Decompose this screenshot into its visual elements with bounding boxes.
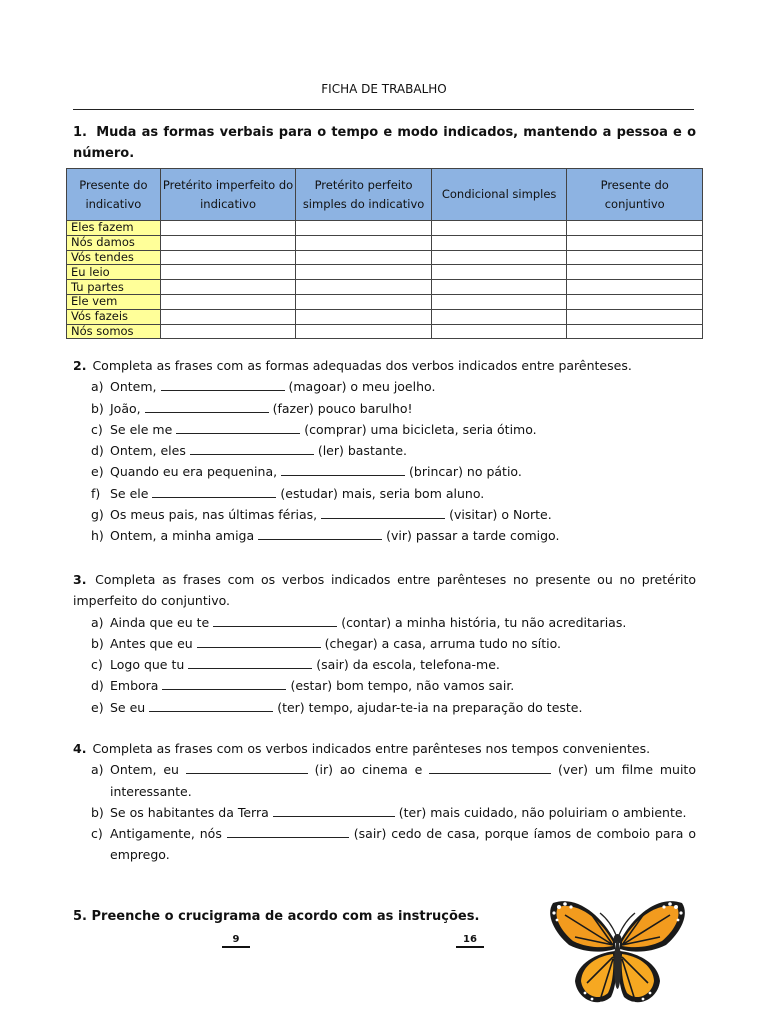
item-text: (magoar) o meu joelho. (288, 379, 436, 395)
answer-blank[interactable] (258, 527, 382, 540)
answer-cell[interactable] (296, 280, 432, 295)
item-text: Se ele me (110, 421, 173, 437)
item-letter: b) (91, 804, 104, 820)
item-text: (ter) tempo, ajudar-te-ia na preparação do teste. (277, 699, 583, 715)
table-row (67, 250, 703, 265)
table-row (67, 235, 703, 250)
item-text: Embora (110, 678, 159, 694)
answer-blank[interactable] (321, 506, 445, 519)
item-text: Se ele (110, 485, 149, 501)
question-1-number: 1. (73, 125, 87, 140)
answer-cell[interactable] (160, 265, 296, 280)
item-text: (sair) cedo de casa, porque íamos de comboio para o emprego. (110, 826, 696, 863)
column-header: Presente do indicativo (67, 169, 161, 221)
item-text: Ontem, eu (110, 762, 179, 778)
item-text: (ver) um filme muito interessante. (110, 762, 696, 799)
item-text: Antes que eu (110, 635, 193, 651)
title-divider (73, 109, 694, 110)
item-letter: f) (91, 485, 101, 501)
verb-cell: Tu partes (67, 280, 161, 295)
answer-blank[interactable] (190, 442, 314, 455)
answer-cell[interactable] (160, 324, 296, 339)
question-2 (73, 355, 696, 547)
answer-cell[interactable] (160, 250, 296, 265)
list-item (73, 419, 696, 440)
item-text: Ontem, eles (110, 443, 186, 459)
question-3 (73, 569, 696, 718)
answer-blank[interactable] (188, 656, 312, 669)
crossword-clue-16: 16 (456, 934, 484, 948)
item-letter: h) (91, 528, 104, 544)
answer-blank[interactable] (186, 761, 308, 774)
question-4-number: 4. (73, 741, 87, 756)
column-header: Presente do conjuntivo (567, 169, 703, 221)
list-item (73, 612, 696, 633)
answer-blank[interactable] (273, 804, 395, 817)
list-item (73, 823, 696, 866)
item-letter: e) (91, 464, 104, 480)
answer-blank[interactable] (213, 614, 337, 627)
answer-cell[interactable] (567, 324, 703, 339)
list-item (73, 697, 696, 718)
answer-cell[interactable] (296, 250, 432, 265)
answer-cell[interactable] (431, 235, 567, 250)
answer-blank[interactable] (197, 635, 321, 648)
list-item (73, 483, 696, 504)
question-4 (73, 738, 696, 866)
item-text: Se eu (110, 699, 146, 715)
question-4-instruction: Completa as frases com os verbos indicados entre parênteses nos tempos convenientes. (92, 741, 651, 756)
item-text: (ter) mais cuidado, não poluiriam o ambiente. (398, 804, 687, 820)
verb-cell: Eles fazem (67, 221, 161, 236)
verb-table-header (67, 169, 703, 221)
question-3-instruction: Completa as frases com os verbos indicados entre parênteses no presente ou no pretérito imperfeito do conjuntivo. (73, 572, 696, 609)
answer-cell[interactable] (431, 280, 567, 295)
answer-cell[interactable] (567, 221, 703, 236)
item-text: (comprar) uma bicicleta, seria ótimo. (304, 421, 537, 437)
item-text: (contar) a minha história, tu não acreditarias. (341, 614, 627, 630)
question-2-number: 2. (73, 358, 87, 373)
item-letter: c) (91, 421, 103, 437)
page-title: FICHA DE TRABALHO (321, 82, 447, 96)
answer-cell[interactable] (160, 221, 296, 236)
item-letter: a) (91, 762, 104, 778)
table-row (67, 294, 703, 309)
answer-blank[interactable] (429, 761, 551, 774)
item-text: Quando eu era pequenina, (110, 464, 278, 480)
question-5-number: 5. (73, 909, 87, 924)
answer-cell[interactable] (296, 294, 432, 309)
butterfly-icon (545, 893, 690, 1015)
verb-cell: Nós somos (67, 324, 161, 339)
answer-cell[interactable] (431, 324, 567, 339)
item-text: (sair) da escola, telefona-me. (316, 657, 500, 673)
table-row (67, 265, 703, 280)
item-text: (fazer) pouco barulho! (272, 400, 413, 416)
verb-table (66, 168, 703, 339)
answer-cell[interactable] (160, 235, 296, 250)
item-text: Se os habitantes da Terra (110, 804, 269, 820)
item-text: (ler) bastante. (317, 443, 407, 459)
answer-cell[interactable] (160, 309, 296, 324)
answer-blank[interactable] (161, 378, 285, 391)
list-item (73, 440, 696, 461)
answer-cell[interactable] (431, 221, 567, 236)
answer-blank[interactable] (152, 485, 276, 498)
table-row (67, 324, 703, 339)
table-row (67, 280, 703, 295)
item-text: Ainda que eu te (110, 614, 210, 630)
verb-cell: Eu leio (67, 265, 161, 280)
verb-cell: Vós tendes (67, 250, 161, 265)
answer-cell[interactable] (431, 265, 567, 280)
answer-cell[interactable] (567, 294, 703, 309)
answer-cell[interactable] (431, 309, 567, 324)
item-text: (brincar) no pátio. (409, 464, 522, 480)
list-item (73, 504, 696, 525)
item-text: (estar) bom tempo, não vamos sair. (290, 678, 515, 694)
item-letter: c) (91, 657, 103, 673)
item-text: João, (110, 400, 141, 416)
item-text: (estudar) mais, seria bom aluno. (280, 485, 485, 501)
question-1 (73, 122, 696, 164)
item-letter: e) (91, 699, 104, 715)
item-letter: a) (91, 614, 104, 630)
item-text: Ontem, (110, 379, 157, 395)
answer-cell[interactable] (160, 294, 296, 309)
list-item (73, 398, 696, 419)
item-letter: g) (91, 507, 104, 523)
verb-cell: Vós fazeis (67, 309, 161, 324)
item-letter: b) (91, 400, 104, 416)
answer-cell[interactable] (160, 280, 296, 295)
item-letter: d) (91, 443, 104, 459)
question-1-instruction: Muda as formas verbais para o tempo e modo indicados, mantendo a pessoa e o número. (73, 125, 696, 161)
item-text: Os meus pais, nas últimas férias, (110, 507, 318, 523)
verb-cell: Ele vem (67, 294, 161, 309)
answer-cell[interactable] (567, 265, 703, 280)
crossword-clue-9: 9 (222, 934, 250, 948)
item-letter: c) (91, 826, 103, 842)
answer-cell[interactable] (296, 265, 432, 280)
item-text: Logo que tu (110, 657, 185, 673)
question-5-instruction: Preenche o crucigrama de acordo com as instruções. (91, 909, 480, 924)
column-header: Condicional simples (431, 169, 567, 221)
answer-cell[interactable] (567, 309, 703, 324)
column-header: Pretérito imperfeito do indicativo (160, 169, 296, 221)
answer-cell[interactable] (567, 280, 703, 295)
item-text: (ir) ao cinema e (314, 762, 423, 778)
answer-blank[interactable] (176, 421, 300, 434)
answer-blank[interactable] (281, 463, 405, 476)
table-row (67, 309, 703, 324)
list-item (73, 461, 696, 482)
item-letter: d) (91, 678, 104, 694)
answer-cell[interactable] (296, 221, 432, 236)
table-row (67, 221, 703, 236)
list-item (73, 654, 696, 675)
answer-blank[interactable] (145, 400, 269, 413)
list-item (73, 525, 696, 546)
list-item (73, 802, 696, 823)
list-item (73, 675, 696, 696)
item-text: (chegar) a casa, arruma tudo no sítio. (324, 635, 562, 651)
answer-blank[interactable] (227, 825, 349, 838)
item-letter: b) (91, 635, 104, 651)
answer-cell[interactable] (296, 324, 432, 339)
item-text: (visitar) o Norte. (449, 507, 552, 523)
answer-blank[interactable] (162, 677, 286, 690)
item-text: Antigamente, nós (110, 826, 222, 842)
answer-blank[interactable] (149, 699, 273, 712)
item-letter: a) (91, 379, 104, 395)
answer-cell[interactable] (431, 294, 567, 309)
list-item (73, 759, 696, 802)
answer-cell[interactable] (567, 235, 703, 250)
answer-cell[interactable] (296, 235, 432, 250)
question-2-instruction: Completa as frases com as formas adequadas dos verbos indicados entre parênteses. (92, 358, 632, 373)
column-header: Pretérito perfeito simples do indicativo (296, 169, 432, 221)
question-5 (73, 909, 479, 924)
item-text: Ontem, a minha amiga (110, 528, 255, 544)
list-item (73, 376, 696, 397)
answer-cell[interactable] (431, 250, 567, 265)
item-text: (vir) passar a tarde comigo. (386, 528, 560, 544)
answer-cell[interactable] (567, 250, 703, 265)
question-3-number: 3. (73, 572, 87, 587)
list-item (73, 633, 696, 654)
answer-cell[interactable] (296, 309, 432, 324)
verb-cell: Nós damos (67, 235, 161, 250)
